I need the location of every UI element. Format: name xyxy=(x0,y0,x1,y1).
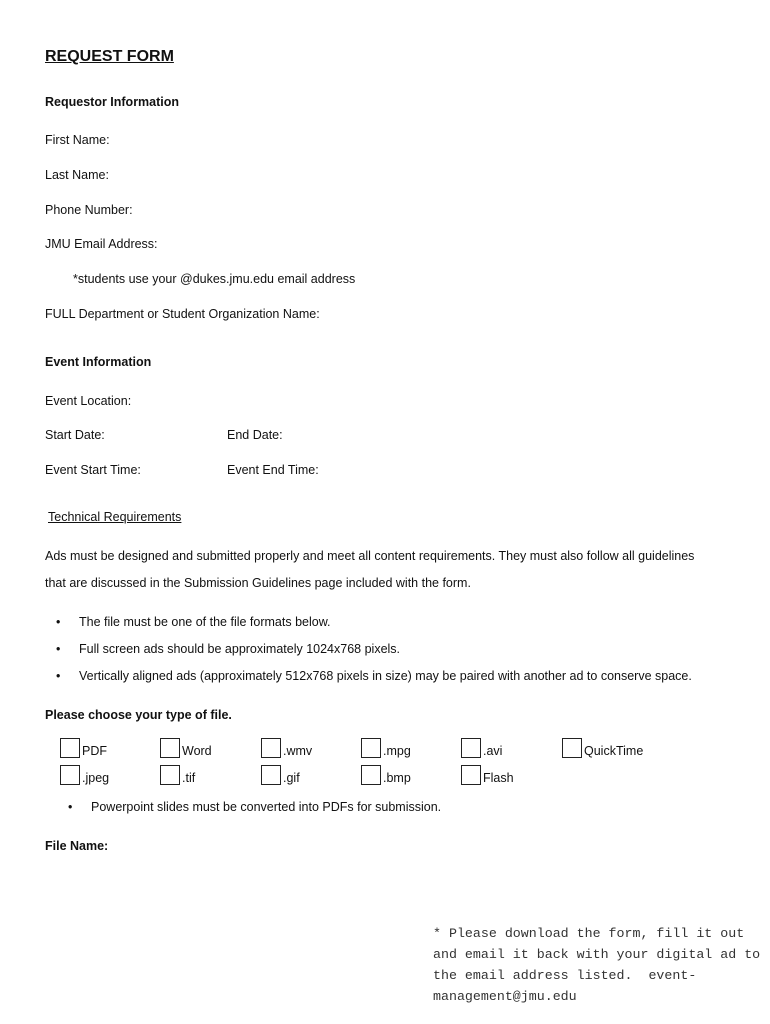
powerpoint-note: • Powerpoint slides must be converted into PDFs for submission. xyxy=(68,800,442,814)
bullet-icon: • xyxy=(56,615,61,629)
checkbox-flash[interactable]: Flash xyxy=(461,765,514,785)
file-type-heading: Please choose your type of file. xyxy=(45,708,232,722)
technical-paragraph-line-1: Ads must be designed and submitted properly and meet all content requirements. They must also follow all guidelines xyxy=(45,549,695,563)
checkbox-tif[interactable]: .tif xyxy=(160,765,195,785)
checkbox-wmv[interactable]: .wmv xyxy=(261,738,312,758)
checkbox-box[interactable] xyxy=(461,738,481,758)
end-time-label: Event End Time: xyxy=(227,463,319,477)
event-location-label: Event Location: xyxy=(45,394,132,408)
event-heading: Event Information xyxy=(45,355,152,369)
checkbox-box[interactable] xyxy=(60,738,80,758)
checkbox-jpeg[interactable]: .jpeg xyxy=(60,765,109,785)
start-date-label: Start Date: xyxy=(45,428,105,442)
checkbox-box[interactable] xyxy=(361,765,381,785)
phone-label: Phone Number: xyxy=(45,203,133,217)
file-name-label: File Name: xyxy=(45,839,109,853)
checkbox-box[interactable] xyxy=(261,738,281,758)
last-name-label: Last Name: xyxy=(45,168,109,182)
checkbox-box[interactable] xyxy=(60,765,80,785)
page-title: REQUEST FORM xyxy=(45,48,174,65)
checkbox-bmp[interactable]: .bmp xyxy=(361,765,411,785)
end-date-label: End Date: xyxy=(227,428,283,442)
bullet-icon: • xyxy=(56,669,61,683)
bullet-icon: • xyxy=(56,642,61,656)
department-label: FULL Department or Student Organization Name: xyxy=(45,307,320,321)
checkbox-box[interactable] xyxy=(160,765,180,785)
checkbox-box[interactable] xyxy=(261,765,281,785)
first-name-label: First Name: xyxy=(45,133,110,147)
checkbox-box[interactable] xyxy=(461,765,481,785)
email-note: *students use your @dukes.jmu.edu email address xyxy=(73,272,356,286)
checkbox-box[interactable] xyxy=(361,738,381,758)
checkbox-quicktime[interactable]: QuickTime xyxy=(562,738,643,758)
bullet-icon: • xyxy=(68,800,73,814)
technical-heading: Technical Requirements xyxy=(48,510,182,524)
technical-paragraph-line-2: that are discussed in the Submission Guidelines page included with the form. xyxy=(45,576,471,590)
requestor-heading: Requestor Information xyxy=(45,95,180,109)
checkbox-pdf[interactable]: PDF xyxy=(60,738,107,758)
list-item: • Full screen ads should be approximately 1024x768 pixels. xyxy=(56,642,401,656)
checkbox-word[interactable]: Word xyxy=(160,738,212,758)
email-label: JMU Email Address: xyxy=(45,237,158,251)
list-item: • The file must be one of the file formats below. xyxy=(56,615,331,629)
checkbox-avi[interactable]: .avi xyxy=(461,738,502,758)
checkbox-box[interactable] xyxy=(160,738,180,758)
checkbox-mpg[interactable]: .mpg xyxy=(361,738,411,758)
list-item: • Vertically aligned ads (approximately 512x768 pixels in size) may be paired with another ad to conserve space. xyxy=(56,669,692,683)
checkbox-gif[interactable]: .gif xyxy=(261,765,300,785)
footer-instructions: * Please download the form, fill it out and email it back with your digital ad to the email address listed. event-management@jmu.edu xyxy=(433,926,769,1004)
checkbox-box[interactable] xyxy=(562,738,582,758)
start-time-label: Event Start Time: xyxy=(45,463,141,477)
